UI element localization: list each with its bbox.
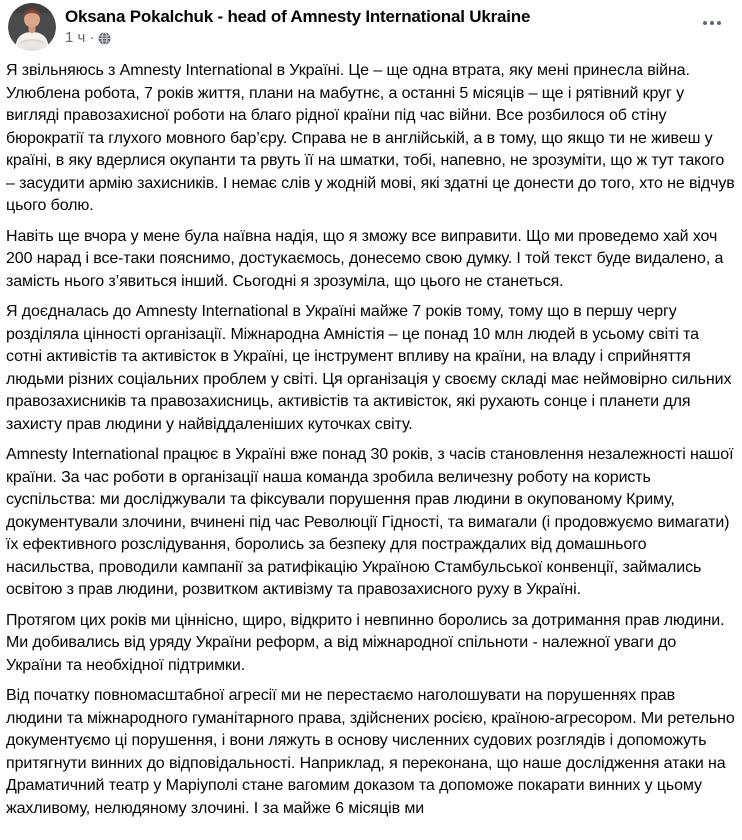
ellipsis-menu-icon (703, 21, 707, 25)
post-paragraph: Від початку повномасштабної агресії ми не перестаємо наголошувати на порушеннях прав людини та міжнародного гуманітарного права, здійснених росією, країною-агресором. Ми ретельно документуємо ці порушення, і вони ляжуть в основу численних судових розглядів і допоможуть притягнути винних до відповідальності. Наприклад, я переконана, що наше дослідження атаки на Драматичний театр у Маріуполі стане вагомим доказом та допоможе покарати винних у цьому жахливому, нелюдяному злочині. І за майже 6 місяців ми (6, 687, 735, 817)
author-name-link[interactable]: Oksana Pokalchuk - head of Amnesty International Ukraine (65, 7, 531, 26)
post-paragraph: Я звільняюсь з Amnesty International в Україні. Це – ще одна втрата, яку мені принесла війна. Улюблена робота, 7 років життя, плани на мабутнє, а останні 5 місяців – ще і рятівний круг у вигляді правозахисної роботи на благо рідної країни під час війни. Все розбилося об стіну бюрократії та глухого мовного бар’єру. Справа не в англійській, а в тому, що якщо ти не живеш у країні, в яку вдерлися окупанти та рвуть її на шматки, тобі, напевно, не зрозуміти, що ж тут такого – засудити армію захисників. І немає слів у жодній мові, які здатні це донести до того, хто не відчув цього болю. (6, 62, 735, 214)
post-paragraph: Amnesty International працює в Україні вже понад 30 років, з часів становлення незалежності нашої країни. За час роботи в організації наша команда зробила величезну роботу на користь суспільства: ми досліджували та фіксували порушення прав людини в окупованому Криму, документували злочини, вчинені під час Революції Гідності, та вимагали (і продовжуємо вимагати) їх ефективного розслідування, боролись за безпеку для постраждалих від домашнього насильства, проводили кампанії за ратифікацію Україною Стамбульської конвенції, займались освітою з прав людини, розвитком активізму та правозахисного руху в Україні. (6, 446, 734, 598)
header-texts (65, 2, 530, 46)
post-text (0, 52, 742, 820)
ellipsis-menu-icon (717, 21, 721, 25)
post-menu-button[interactable] (696, 12, 728, 34)
avatar[interactable] (8, 3, 56, 51)
post-meta (65, 30, 530, 46)
timestamp-link[interactable]: 1 ч (65, 29, 86, 46)
avatar-image (8, 3, 56, 51)
post-paragraph: Навіть ще вчора у мене була наївна надія, що я зможу все виправити. Що ми проведемо хай хоч 200 нарад і все-таки пояснимо, достукаємось, донесемо свою думку. І той текст буде видалено, а замість нього з’явиться інший. Сьогодні я зрозуміла, що цього не станеться. (6, 227, 724, 290)
post-header (0, 0, 742, 52)
post-paragraph: Я доєдналась до Amnesty International в Україні майже 7 років тому, тому що в першу чергу розділяла цінності організації. Міжнародна Амністія – це понад 10 млн людей в усьому світі та сотні активістів та активісток в Україні, це інструмент впливу на країни, на владу і сприйняття людьми різних соціальних проблем у світі. Ця організація у своєму складі має неймовірно сильних правозахисників та правозахисниць, активістів та активісток, які рухають сонце і планети для захисту прав людини у найвіддаленіших куточках світу. (6, 303, 732, 433)
ellipsis-menu-icon (710, 21, 714, 25)
meta-separator: · (89, 29, 95, 46)
post-paragraph: Протягом цих років ми ціннісно, щиро, відкрито і невпинно боролись за дотримання прав людини. Ми добивались від уряду України реформ, а від міжнародної спільноти - належної уваги до України та необхідної підтримки. (6, 611, 725, 674)
globe-icon (98, 32, 111, 45)
